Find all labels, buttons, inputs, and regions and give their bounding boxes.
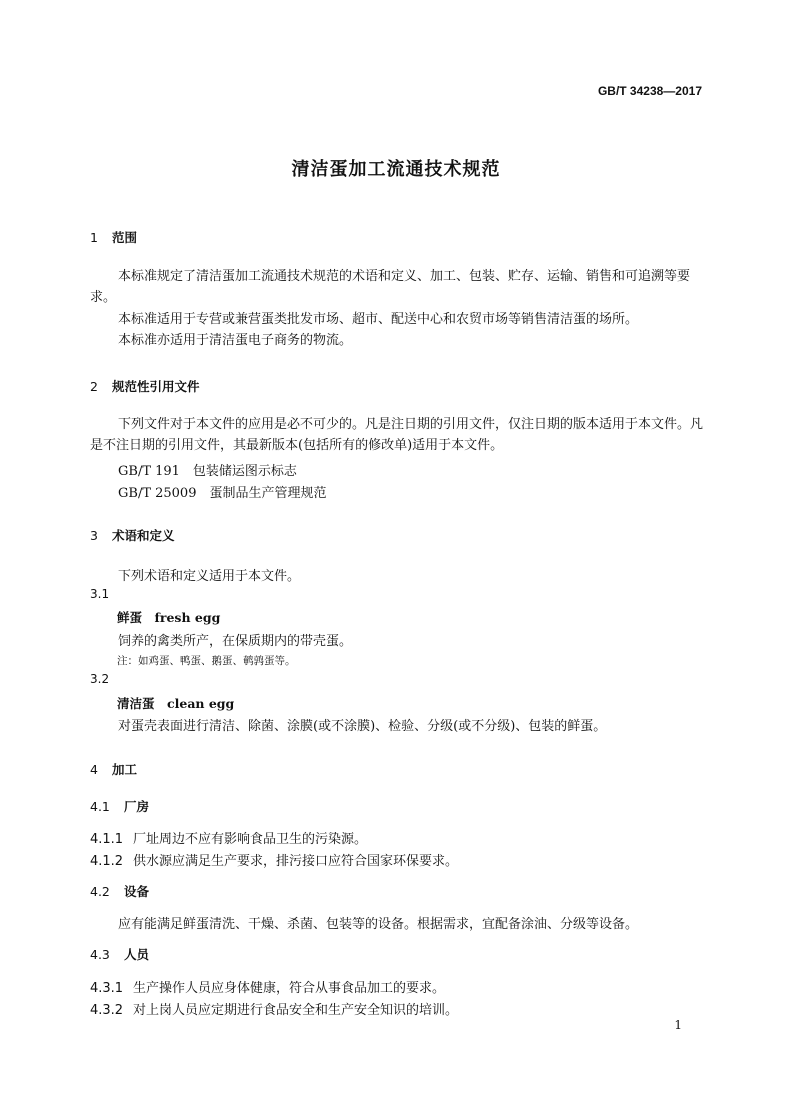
section-number: 2 [90,379,98,394]
section-2-paragraph: 下列文件对于本文件的应用是必不可少的。凡是注日期的引用文件，仅注日期的版本适用于本文件。凡是不注日期的引用文件，其最新版本(包括所有的修改单)适用于本文件。 [90,417,704,453]
clause: 应有能满足鲜蛋清洗、干燥、杀菌、包装等的设备。根据需求，宜配备涂油、分级等设备。 [118,917,639,932]
section-2-heading [90,377,200,395]
section-3-heading [90,526,175,544]
section-3-intro: 下列术语和定义适用于本文件。 [118,569,301,584]
section-number: 4 [90,762,98,777]
reference-item: GB/T 191 包装储运图示标志 [118,464,297,479]
term-definition: 饲养的禽类所产，在保质期内的带壳蛋。 [118,634,353,649]
clause: 4.1.2 供水源应满足生产要求，排污接口应符合国家环保要求。 [90,854,459,869]
term-heading: 鲜蛋 fresh egg [117,610,221,625]
clause: 4.3.2 对上岗人员应定期进行食品安全和生产安全知识的培训。 [90,1003,459,1018]
section-title: 术语和定义 [112,528,175,543]
section-title: 范围 [112,230,138,245]
section-1-paragraph: 本标准亦适用于清洁蛋电子商务的物流。 [118,333,353,348]
term-definition: 对蛋壳表面进行清洁、除菌、涂膜(或不涂膜)、检验、分级(或不分级)、包装的鲜蛋。 [118,719,607,734]
standard-number: GB/T 34238—2017 [597,84,702,98]
section-4-heading [90,760,137,778]
section-number: 1 [90,230,98,245]
term-heading: 清洁蛋 clean egg [117,696,235,711]
page-number: 1 [674,1018,682,1032]
subsection-heading: 4.3 人员 [90,947,150,962]
clause: 4.3.1 生产操作人员应身体健康，符合从事食品加工的要求。 [90,981,446,996]
section-number: 3 [90,528,98,543]
section-title: 加工 [112,762,138,777]
section-title: 规范性引用文件 [112,379,200,394]
term-number: 3.2 [90,672,110,686]
section-1-paragraph: 本标准适用于专营或兼营蛋类批发市场、超市、配送中心和农贸市场等销售清洁蛋的场所。 [118,312,639,327]
subsection-heading: 4.1 厂房 [90,799,150,814]
reference-item: GB/T 25009 蛋制品生产管理规范 [118,486,327,501]
clause: 4.1.1 厂址周边不应有影响食品卫生的污染源。 [90,832,368,847]
subsection-heading: 4.2 设备 [90,884,150,899]
section-1-heading [90,228,137,246]
term-number: 3.1 [90,587,110,601]
term-note: 注：如鸡蛋、鸭蛋、鹅蛋、鹌鹑蛋等。 [117,655,296,667]
document-title: 清洁蛋加工流通技术规范 [291,159,501,180]
section-1-paragraph: 本标准规定了清洁蛋加工流通技术规范的术语和定义、加工、包装、贮存、运输、销售和可追溯等要求。 [90,269,691,305]
